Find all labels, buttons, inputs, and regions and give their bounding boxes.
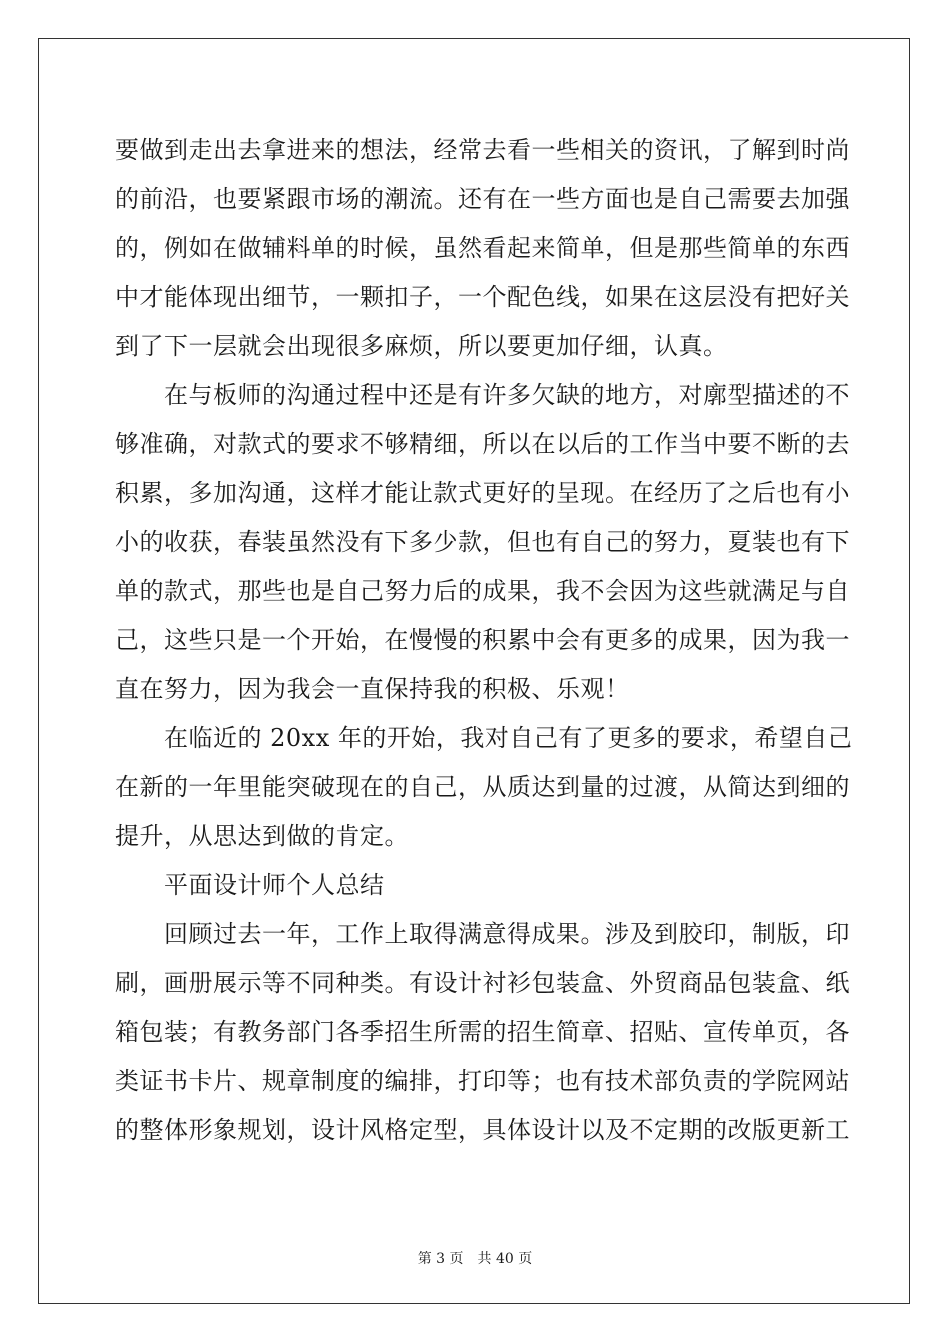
text-line: 回顾过去一年，工作上取得满意得成果。涉及到胶印，制版，印 [115,920,850,948]
text-line: 刷，画册展示等不同种类。有设计衬衫包装盒、外贸商品包装盒、纸 [115,969,850,997]
text-line: 小的收获，春装虽然没有下多少款，但也有自己的努力，夏装也有下 [115,528,850,556]
section-heading: 平面设计师个人总结 [115,871,385,899]
text-line: 直在努力，因为我会一直保持我的积极、乐观！ [115,675,630,703]
page-number-footer: 第 3 页 共 40 页 [417,1251,533,1267]
text-line: 的，例如在做辅料单的时候，虽然看起来简单，但是那些简单的东西 [115,234,850,262]
text-line: 提升，从思达到做的肯定。 [115,822,409,850]
text-line: 在与板师的沟通过程中还是有许多欠缺的地方，对廓型描述的不 [115,381,850,409]
text-line: 在临近的 20xx 年的开始，我对自己有了更多的要求，希望自己 [115,724,853,752]
text-line: 积累，多加沟通，这样才能让款式更好的呈现。在经历了之后也有小 [115,479,850,507]
text-line: 够准确，对款式的要求不够精细，所以在以后的工作当中要不断的去 [115,430,850,458]
document-body [115,126,853,1155]
text-line: 在新的一年里能突破现在的自己，从质达到量的过渡，从简达到细的 [115,773,850,801]
text-line: 类证书卡片、规章制度的编排，打印等；也有技术部负责的学院网站 [115,1067,850,1095]
text-line: 的前沿，也要紧跟市场的潮流。还有在一些方面也是自己需要去加强 [115,185,850,213]
text-line: 己，这些只是一个开始，在慢慢的积累中会有更多的成果，因为我一 [115,626,850,654]
text-line: 到了下一层就会出现很多麻烦，所以要更加仔细，认真。 [115,332,728,360]
text-line: 要做到走出去拿进来的想法，经常去看一些相关的资讯，了解到时尚 [115,136,850,164]
text-line: 中才能体现出细节，一颗扣子，一个配色线，如果在这层没有把好关 [115,283,850,311]
text-line: 的整体形象规划，设计风格定型，具体设计以及不定期的改版更新工 [115,1116,850,1144]
text-line: 箱包装；有教务部门各季招生所需的招生简章、招贴、宣传单页，各 [115,1018,850,1046]
text-line: 单的款式，那些也是自己努力后的成果，我不会因为这些就满足与自 [115,577,850,605]
